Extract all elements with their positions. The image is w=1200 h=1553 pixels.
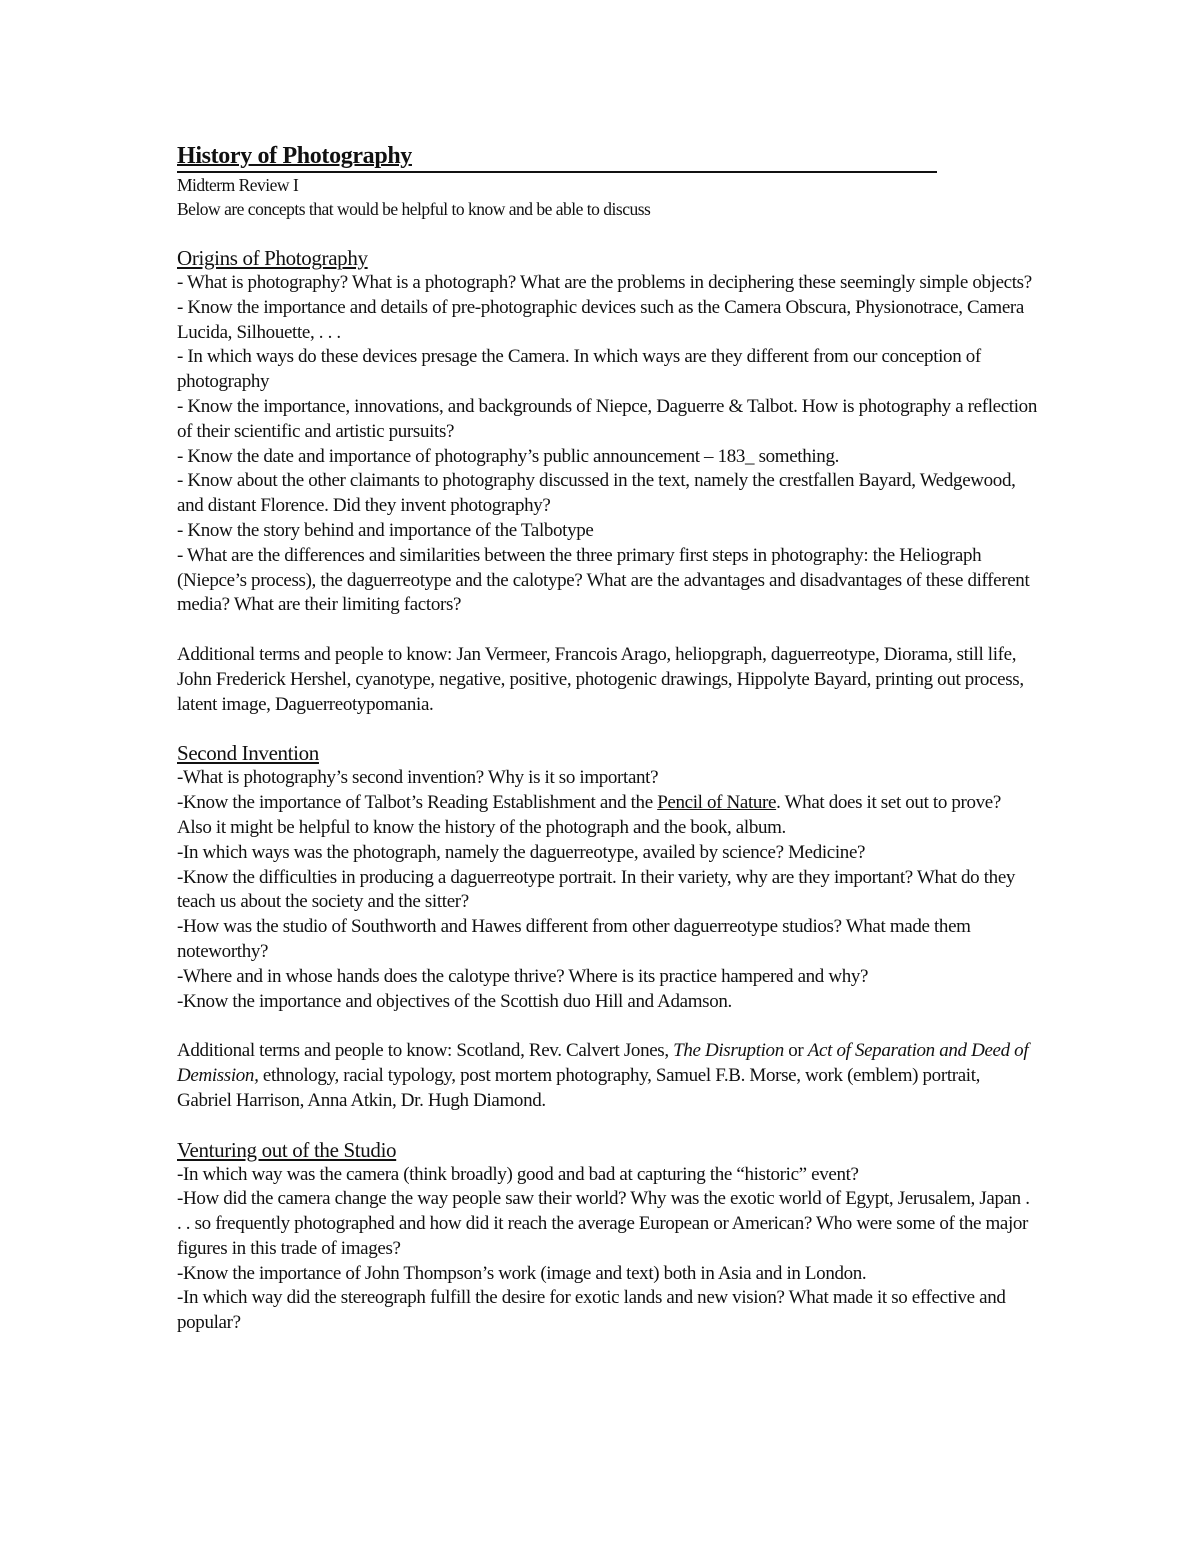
additional-terms-second-invention (177, 1039, 1037, 1113)
list-item: - Know the story behind and importance of the Talbotype (177, 519, 594, 541)
list-item-text: -Know the importance of Talbot’s Reading Establishment and the (177, 792, 658, 814)
list-item: - In which ways do these devices presage the Camera. In which ways are they different from our conception of photography (177, 346, 981, 393)
pencil-of-nature-title: Pencil of Nature (657, 792, 777, 814)
list-item: - Know about the other claimants to photography discussed in the text, namely the crestfallen Bayard, Wedgewood, and distant Florence. Did they invent photography? (177, 470, 1016, 517)
list-item: - Know the date and importance of photography’s public announcement – 183_ something. (177, 445, 840, 467)
document-subtitle: Midterm Review I (177, 175, 299, 195)
list-item: - What are the differences and similarities between the three primary first steps in photography: the Heliograph (Niepce’s process), the daguerreotype and the calotype? What are the advantages and disadvantages of these different media? What are their limiting factors? (177, 544, 1030, 616)
section-heading-origins: Origins of Photography (177, 246, 368, 270)
additional-text: or (783, 1040, 808, 1062)
list-item: -How was the studio of Southworth and Hawes different from other daguerreotype studios? What made them noteworthy? (177, 916, 971, 962)
list-item: -In which ways was the photograph, namely the daguerreotype, availed by science? Medicine? (177, 841, 866, 863)
document-intro: Below are concepts that would be helpful to know and be able to discuss (177, 199, 651, 219)
italic-term: Act of Separation and Deed of Demission, (177, 1040, 1029, 1086)
section-heading-venturing: Venturing out of the Studio (177, 1137, 397, 1162)
list-item: - Know the importance, innovations, and backgrounds of Niepce, Daguerre & Talbot. How is photography a reflection of their scientific and artistic pursuits? (177, 395, 1037, 442)
list-item: -How did the camera change the way people saw their world? Why was the exotic world of Egypt, Jerusalem, Japan . . . so frequently photographed and how did it reach the average European or American? Who were some of the major figures in this trade of images? (177, 1188, 1030, 1259)
document-title-text: History of Photography (177, 143, 412, 169)
document-title (177, 143, 937, 173)
document-page (177, 143, 1037, 1336)
list-item: -Know the importance and objectives of the Scottish duo Hill and Adamson. (177, 990, 732, 1012)
additional-text: ethnology, racial typology, post mortem photography, Samuel F.B. Morse, work (emblem) portrait, Gabriel Harrison, Anna Atkin, Dr. Hugh Diamond. (177, 1064, 981, 1111)
italic-term: The Disruption (673, 1040, 784, 1062)
list-item: - Know the importance and details of pre-photographic devices such as the Camera Obscura, Physionotrace, Camera Lucida, Silhouette, . . . (177, 296, 1024, 343)
section-heading-second-invention: Second Invention (177, 741, 319, 766)
list-item: - What is photography? What is a photograph? What are the problems in deciphering these seemingly simple objects? (177, 272, 1032, 293)
additional-terms-origins: Additional terms and people to know: Jan Vermeer, Francois Arago, heliopgraph, daguerreotype, Diorama, still life, John Frederick Hershel, cyanotype, negative, positive, photogenic drawings, Hippolyte Bayard, printing out process, latent image, Daguerreotypomania. (177, 643, 1024, 715)
list-item: -Where and in whose hands does the calotype thrive? Where is its practice hampered and why? (177, 965, 869, 987)
list-item: -In which way was the camera (think broadly) good and bad at capturing the “historic” event? (177, 1163, 859, 1185)
list-item: -Know the difficulties in producing a daguerreotype portrait. In their variety, why are they important? What do they teach us about the society and the sitter? (177, 866, 1016, 913)
list-item: -In which way did the stereograph fulfill the desire for exotic lands and new vision? What made it so effective and popular? (177, 1287, 1006, 1334)
list-item (177, 791, 1037, 841)
additional-text: Additional terms and people to know: Scotland, Rev. Calvert Jones, (177, 1040, 674, 1062)
list-item: -What is photography’s second invention? Why is it so important? (177, 767, 659, 789)
list-item-text: . What does it set out to prove? Also it might be helpful to know the history of the photograph and the book, album. (177, 792, 1001, 838)
list-item: -Know the importance of John Thompson’s work (image and text) both in Asia and in London. (177, 1262, 867, 1284)
